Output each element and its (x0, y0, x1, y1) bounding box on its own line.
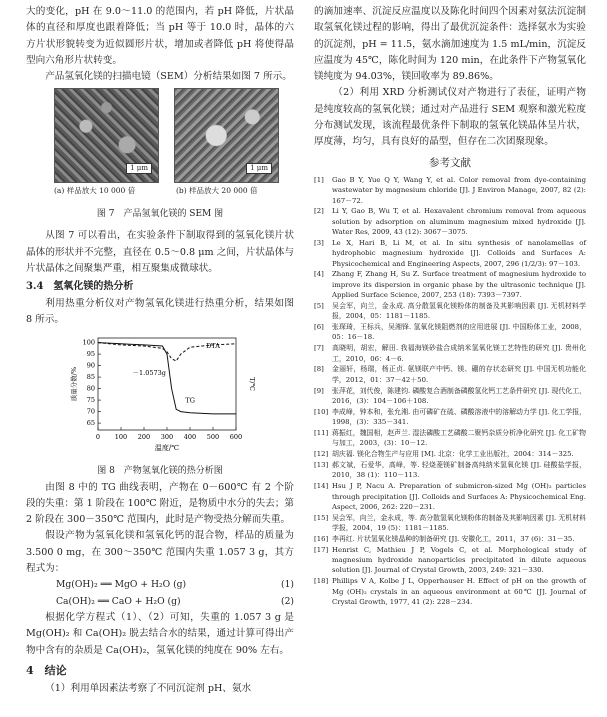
reference-item (314, 343, 586, 364)
reference-number: [2] (314, 207, 324, 216)
y-tick-label: 95 (86, 350, 95, 359)
paragraph: 根据化学方程式（1）、（2）可知，失重的 1.057 3 g 是 Mg(OH)₂ 和 Ca(OH)₂ 脱去结合水的结果，通过计算可得出产物中含有的杂质是 Ca(OH)₂，氢氧化镁的纯度在 90% 左右。 (26, 611, 294, 656)
reference-text: Phillips V A, Kolbe J L, Opperhauser H. Effect of pH on the growth of Mg (OH)₂ crystals in an aqueous environment at 60℃ [J]. Journal of Crystal Growth, 1977, 41 (2): 228－234. (332, 577, 586, 606)
reference-text: Hsu J P, Nacu A. Preparation of submicron-sized Mg (OH)₂ particles through precipitation [J]. Colloids and Surfaces A: Physicochemical Eng. Aspect, 2006, 262: 220－231. (332, 482, 586, 511)
reference-text: Li Y, Gao B, Wu T, et al. Hexavalent chromium removal from aqueous solution by adsorption on aluminum magnesium mixed hydroxide [J]. Water Res, 2009, 43 (12): 3067－3075. (332, 207, 586, 237)
subcaption-b: (b) 样品放大 20 000 倍 (176, 186, 258, 196)
reference-text: Zhang F, Zhang H, Su Z. Surface treatment of magnesium hydroxide to improve its dispersion in organic phase by the ultrasonic technique [J]. Applied Surface Science, 2007, 253 (18): 7393－7397. (332, 270, 586, 300)
reference-number: [4] (314, 270, 324, 279)
reference-item (314, 407, 586, 428)
thermal-chart (66, 330, 266, 460)
reference-text: 吴会军，向兰，金永成. 高分散氢氧化镁粉体的制备及其影响因素 [J]. 无机材料学报，2004，05：1181－1185. (332, 301, 586, 321)
reference-number: [15] (314, 513, 329, 522)
reference-number: [7] (314, 344, 324, 353)
reference-text: 胡庆福. 镁化合物生产与应用 [M]. 北京：化学工业出版社，2004：314－325. (332, 450, 574, 459)
reference-number: [13] (314, 461, 329, 470)
reference-text: 金丽轩，杨瑞，杨正贞. 氨镁联产中钙、镁、硼的存状态研究 [J]. 中国无机功能化学，2012，01：37－42＋50. (332, 365, 586, 384)
reference-item (314, 301, 586, 322)
reference-item (314, 386, 586, 407)
paragraph: 从图 7 可以看出，在实验条件下制取得到的氢氧化镁片状晶体的形状并不完整，直径在 0.5～0.8 μm 之间，片状晶体与片状晶体之间聚集严重，相互聚集成微球状。 (26, 230, 294, 275)
reference-item (314, 545, 586, 576)
section-heading: 3.4 氢氧化镁的热分析 (26, 281, 134, 293)
reference-number: [16] (314, 534, 329, 543)
x-tick-label: 0 (95, 433, 101, 442)
sem-image-b (174, 88, 279, 183)
series-line-tg (98, 343, 236, 414)
y-tick-label: 80 (86, 384, 95, 393)
figure-caption: 图 8 产物氢氧化镁的热分析图 (97, 466, 223, 477)
x-tick-label: 600 (229, 433, 243, 442)
paragraph: 大的变化，pH 在 9.0～11.0 的范围内，若 pH 降低，片状晶体的直径和厚度也跟着降低；当 pH 等于 10.0 时，晶体的六方片状形貌转变为近似圆形片状，增加或者降低 pH 将使得晶型向六角形片状转变。 (26, 6, 294, 66)
reference-text: 高晓明，胡宏，解田. 我福海镁砂盐合成纳米氢氧化镁工艺特性的研究 [J]. 贵州化工，2010，06：4－6. (332, 344, 586, 363)
reference-item (314, 449, 586, 459)
series-label: TG (185, 396, 195, 405)
reference-number: [1] (314, 175, 324, 184)
paragraph: 利用热重分析仪对产物氢氧化镁进行热重分析，结果如图 8 所示。 (26, 297, 294, 325)
x-tick-label: 500 (206, 433, 220, 442)
reference-item (314, 238, 586, 269)
equation-1: Mg(OH)₂ ══ MgO + H₂O (g) (1) (56, 579, 294, 591)
paragraph: 的滴加速率、沉淀反应温度以及陈化时间四个因素对氨法沉淀制取氢氧化镁过程的影响，得出了最优沉淀条件：选择氨水为实验的沉淀剂，pH = 11.5，氨水滴加速度为 1.5 mL/min，沉淀反应温度为 45℃，陈化时间为 120 min，在此条件下产物氢氧化镁纯度为 94.03%，镁回收率为 89.86%。 (314, 6, 586, 83)
equation-2: Ca(OH)₂ ══ CaO + H₂O (g) (2) (56, 595, 294, 607)
reference-number: [12] (314, 450, 329, 459)
reference-number: [3] (314, 238, 324, 247)
reference-item (314, 576, 586, 607)
y-tick-label: 70 (86, 407, 95, 416)
y-tick-label: 65 (86, 419, 95, 428)
scale-bar: 1 μm (246, 163, 272, 174)
reference-number: [5] (314, 301, 324, 310)
y-tick-label: 90 (86, 361, 95, 370)
figure-8 (26, 330, 294, 485)
y-tick-label: 85 (86, 373, 95, 382)
scale-bar: 1 μm (126, 163, 152, 174)
subcaption-a: (a) 样品放大 10 000 倍 (54, 186, 136, 196)
reference-number: [17] (314, 545, 329, 554)
reference-number: [6] (314, 323, 324, 332)
x-tick-label: 100 (114, 433, 128, 442)
reference-item (314, 206, 586, 237)
reference-text: 李成峰，钟本和，张允湘. 由可磷矿在硫、磷酸溶液中的溶解动力学 [J]. 化工学报，1998，(3)：335－341. (332, 407, 586, 427)
paragraph: 产品氢氧化镁的扫描电镜（SEM）分析结果如图 7 所示。 (45, 71, 292, 83)
reference-text: 张萍花，刘代俊，陈建钧. 磷酸复合酒制备磷酸氢化钙工艺条件研究 [J]. 现代化工，2016，(3)：104－106＋108. (332, 386, 586, 405)
left-column (26, 4, 294, 697)
x-tick-label: 400 (183, 433, 197, 442)
paragraph: （2）利用 XRD 分析测试仪对产物进行了表征，证明产物是纯度较高的氢氧化镁；通过对产品进行 SEM 观察和激光粒度分布测试发现，该流程最优条件下制取的氢氧化镁晶体呈片状，厚度薄，均匀，具有良好的晶型，但存在二次团聚现象。 (314, 87, 586, 148)
paragraph: 假设产物为氢氧化镁和氢氧化钙的混合物，样品的质量为 3.500 0 mg，在 300～350℃ 范围内失重 1.057 3 g，其方程式为： (26, 530, 294, 575)
reference-item (314, 269, 586, 300)
reference-text: 吴会军，向兰，金永成，等. 高分散氢氧化镁粉体的制备及其影响因素 [J]. 无机材料学报，2004，19 (5)：1181－1185. (332, 513, 586, 533)
reference-item (314, 481, 586, 512)
reference-item (314, 322, 586, 343)
sem-image-a (54, 88, 159, 183)
reference-text: 李再红. 片状氢氧化镁晶种的制备研究 [J]. 安徽化工，2011，37 (6)：31－35. (332, 534, 575, 543)
y-tick-label: 100 (82, 338, 95, 347)
references-title: 参考文献 (429, 156, 471, 169)
reference-number: [14] (314, 482, 329, 491)
reference-item (314, 175, 586, 206)
paragraph: 由图 8 中的 TG 曲线表明，产物在 0－600℃ 有 2 个阶段的失重：第 1 阶段在 100℃ 附近，是物质中水分的失去；第 2 阶段在 300－350℃ 范围内，此时是产物受热分解而失重。 (26, 481, 295, 526)
reference-number: [11] (314, 429, 329, 438)
reference-text: 郝文斌，石爱华，高峰，等. 轻烧菱镁矿制备高纯纳米氢氧化镁 [J]. 硅酸盐学报，2010，38 (1)：110－113. (332, 461, 586, 480)
x-tick-label: 200 (137, 433, 151, 442)
reference-list (314, 175, 586, 607)
figure-7 (26, 88, 294, 248)
section-heading: 4 结论 (26, 663, 67, 677)
y-axis-label: 质量分数/% (70, 367, 78, 402)
right-column (314, 4, 586, 608)
reference-item (314, 428, 586, 449)
reference-number: [9] (314, 386, 324, 395)
reference-number: [10] (314, 407, 329, 416)
reference-text: 蒋振红，魏国相，赵声兰. 湿法磷酸工艺磷酸二聚钙杂质分析净化研究 [J]. 化工矿物与加工，2003，(3)：10－12. (332, 429, 586, 448)
y-axis-right-label: T/℃ (248, 377, 256, 392)
paragraph: （1）利用单因素法考察了不同沉淀剂 pH、氨水 (45, 683, 252, 695)
reference-number: [8] (314, 365, 324, 374)
figure-caption: 图 7 产品氢氧化镁的 SEM 图 (96, 209, 224, 220)
y-tick-label: 75 (86, 396, 95, 405)
reference-text: Gao B Y, Yue Q Y, Wang Y, et al. Color removal from dye-containing wastewater by magnesium chloride [J]. J Environ Manage, 2007, 82 (2): 167－72. (332, 175, 586, 205)
x-axis-label: 温度/℃ (154, 444, 180, 453)
reference-text: Henrist C, Mathieu J P, Vogels C, et al. Morphological study of magnesium hydroxide nanoparticles precipitated in dilute aqueous solution [J]. Journal of Crystal Growth, 2003, 249: 321－330. (332, 545, 586, 575)
reference-text: Le X, Hari B, Li M, et al. In situ synthesis of nanolamellas of hydrophobic magnesium hydroxide [J]. Colloids and Surfaces A: Physicochemical and Engineering Aspects, 2007, 296 (1/2/3): 97－103. (332, 238, 586, 268)
series-label: DTA (206, 342, 220, 351)
reference-number: [18] (314, 577, 329, 586)
reference-item (314, 534, 586, 544)
reference-item (314, 513, 586, 534)
x-tick-label: 300 (160, 433, 174, 442)
reference-item (314, 364, 586, 385)
reference-text: 张琛琦，王标兵，吴湘锋. 氢氧化镁阻燃剂的应用进展 [J]. 中国粉体工业，2008，05：16－18. (332, 323, 586, 342)
reference-item (314, 460, 586, 481)
annotation: －1.0573g (132, 369, 166, 378)
